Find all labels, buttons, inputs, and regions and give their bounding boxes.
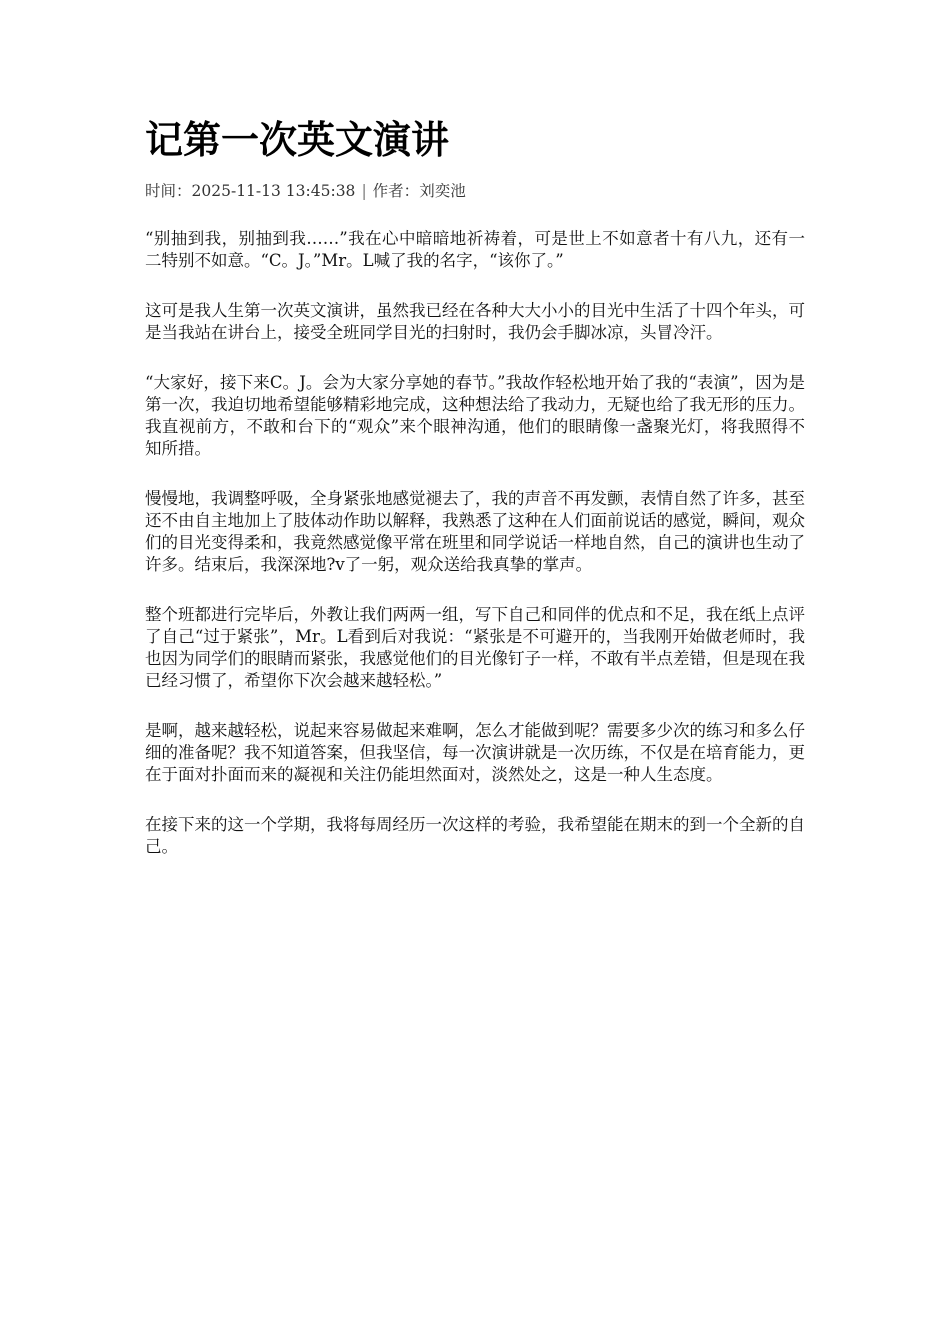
- paragraph: 整个班都进行完毕后，外教让我们两两一组，写下自己和同伴的优点和不足，我在纸上点评了自己“过于紧张”，Mr。L看到后对我说：“紧张是不可避开的，当我刚开始做老师时，我也因为同学们的眼睛而紧张，我感觉他们的目光像钉子一样，不敢有半点差错，但是现在我已经习惯了，希望你下次会越来越轻松。”: [145, 605, 805, 690]
- meta-separator: |: [361, 182, 367, 200]
- paragraph: 这可是我人生第一次英文演讲，虽然我已经在各种大大小小的目光中生活了十四个年头，可是当我站在讲台上，接受全班同学目光的扫射时，我仍会手脚冰凉，头冒冷汗。: [145, 301, 805, 342]
- article-meta: [145, 180, 805, 202]
- paragraph: “大家好，接下来C。J。会为大家分享她的春节。”我故作轻松地开始了我的“表演”，因为是第一次，我迫切地希望能够精彩地完成，这种想法给了我动力，无疑也给了我无形的压力。我直视前方，不敢和台下的“观众”来个眼神沟通，他们的眼睛像一盏聚光灯，将我照得不知所措。: [145, 373, 805, 458]
- publish-time: 2025-11-13 13:45:38: [191, 182, 356, 200]
- article: [145, 112, 805, 886]
- author-label: 作者：: [372, 182, 420, 200]
- paragraph: 慢慢地，我调整呼吸，全身紧张地感觉褪去了，我的声音不再发颤，表情自然了许多，甚至还不由自主地加上了肢体动作助以解释，我熟悉了这种在人们面前说话的感觉，瞬间，观众们的目光变得柔和，我竟然感觉像平常在班里和同学说话一样地自然，自己的演讲也生动了许多。结束后，我深深地?v了一躬，观众送给我真挚的掌声。: [145, 489, 805, 574]
- paragraph: 是啊，越来越轻松，说起来容易做起来难啊，怎么才能做到呢？需要多少次的练习和多么仔细的准备呢？我不知道答案，但我坚信，每一次演讲就是一次历练，不仅是在培育能力，更在于面对扑面而来的凝视和关注仍能坦然面对，淡然处之，这是一种人生态度。: [145, 721, 805, 784]
- time-label: 时间：: [145, 182, 192, 200]
- article-title: 记第一次英文演讲: [145, 117, 450, 162]
- paragraph: 在接下来的这一个学期，我将每周经历一次这样的考验，我希望能在期末的到一个全新的自己。: [145, 815, 805, 856]
- author-name: 刘奕池: [419, 182, 466, 200]
- paragraph: “别抽到我，别抽到我……”我在心中暗暗地祈祷着，可是世上不如意者十有八九，还有一二特别不如意。“C。J。”Mr。L喊了我的名字，“该你了。”: [145, 229, 805, 270]
- article-body: [145, 228, 805, 858]
